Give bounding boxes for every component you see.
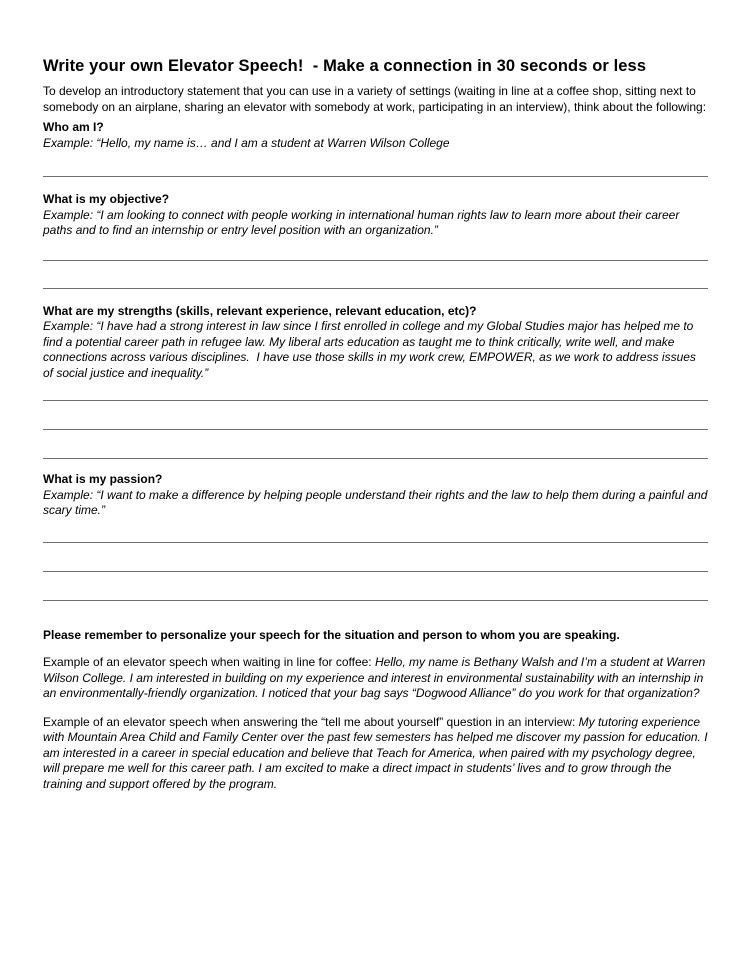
question-heading-who-am-i: Who am I?	[43, 120, 104, 134]
document-content	[43, 0, 711, 792]
question-heading-objective: What is my objective?	[43, 192, 170, 206]
answer-lines	[43, 239, 708, 289]
answer-lines	[43, 381, 708, 459]
section-objective	[43, 192, 708, 289]
answer-lines	[43, 151, 708, 177]
question-example-passion: Example: “I want to make a difference by helping people understand their rights and the law to help them during a painful and scary time.”	[43, 487, 711, 517]
answer-line[interactable]	[43, 519, 708, 543]
answer-line[interactable]	[43, 401, 708, 430]
answer-line[interactable]	[43, 572, 708, 601]
personalize-reminder: Please remember to personalize your speech for the situation and person to whom you are speaking.	[43, 627, 620, 642]
question-heading-strengths: What are my strengths (skills, relevant experience, relevant education, etc)?	[43, 303, 477, 318]
answer-line[interactable]	[43, 430, 708, 459]
answer-line[interactable]	[43, 261, 708, 289]
answer-line[interactable]	[43, 239, 708, 261]
section-passion	[43, 472, 711, 601]
section-strengths	[43, 304, 708, 460]
answer-line[interactable]	[43, 151, 708, 177]
section-who-am-i	[43, 120, 708, 177]
interview-example-lead: Example of an elevator speech when answering the “tell me about yourself” question in an interview:	[43, 714, 579, 729]
coffee-example-lead: Example of an elevator speech when waiting in line for coffee:	[43, 655, 375, 669]
worksheet-title: Write your own Elevator Speech! - Make a connection in 30 seconds or less	[43, 57, 647, 75]
coffee-speech-example	[43, 655, 708, 702]
question-heading-passion: What is my passion?	[43, 472, 163, 486]
question-example-who-am-i: Example: “Hello, my name is… and I am a student at Warren Wilson College	[43, 135, 450, 150]
intro-paragraph: To develop an introductory statement that you can use in a variety of settings (waiting in line at a coffee shop, sitting next to somebody on an airplane, sharing an elevator with somebody at work, participating in an interview), think about the following:	[43, 84, 707, 114]
question-example-strengths: Example: “I have had a strong interest in law since I first enrolled in college and my Global Studies major has helped me to find a potential career path in refugee law. My liberal arts education as taught me to think critically, write well, and make connections across various disciplines. I have use those skills in my work crew, EMPOWER, as we work to address issues of social justice and inequality.”	[43, 319, 700, 380]
coffee-example-speech: Hello, my name is Bethany Walsh and I’m a student at Warren Wilson College. I am interested in building on my experience and interest in environmental sustainability with an internship in an environmentally-friendly organization. I noticed that your bag says “Dogwood Alliance” do you work for that organization?	[43, 655, 709, 700]
interview-speech-example	[43, 714, 711, 793]
interview-example-speech: My tutoring experience with Mountain Area Child and Family Center over the past few semesters has helped me discover my passion for education. I am interested in a career in special education and believe that Teach for America, when paired with my psychology degree, will prepare me well for this career path. I am excited to make a direct impact in students’ lives and to grow through the training and support offered by the program.	[43, 714, 711, 791]
answer-line[interactable]	[43, 381, 708, 401]
answer-line[interactable]	[43, 543, 708, 572]
question-example-objective: Example: “I am looking to connect with people working in international human rights law to learn more about their career paths and to find an internship or entry level position with an organization.”	[43, 207, 683, 237]
answer-lines	[43, 519, 708, 601]
